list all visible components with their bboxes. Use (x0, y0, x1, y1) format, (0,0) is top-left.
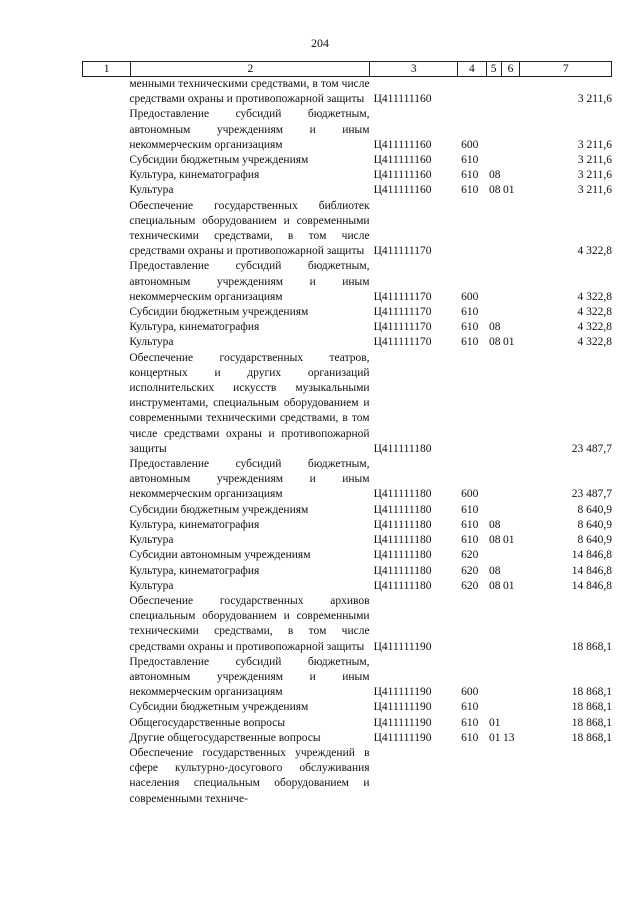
column-header-3: 3 (370, 62, 458, 77)
row-subsection (503, 259, 521, 305)
row-target-code: Ц411111160 (373, 154, 432, 167)
row-section: 01 (488, 731, 501, 744)
row-expense-type: 620 (461, 564, 479, 577)
row-subsection (503, 77, 521, 107)
row-expense-type: 610 (461, 534, 479, 547)
row-amount: 23 487,7 (571, 442, 612, 455)
column-header-5: 5 (486, 62, 501, 77)
row-name: Предоставление субсидий бюджетным, автономным учреждениям и иным некоммерческим организациям (129, 108, 370, 151)
row-name: Обеспечение государственных библиотек специальным оборудованием и современными техническими средствами, в том числе средствами охраны и противопожарной защиты (129, 199, 370, 258)
row-subsection (503, 564, 521, 579)
table-row (82, 700, 612, 715)
row-expense-type (461, 351, 489, 457)
table-row (82, 351, 612, 457)
row-section: 08 (488, 169, 501, 182)
table-row (82, 548, 612, 563)
row-section: 08 (488, 321, 501, 334)
row-section: 01 (488, 716, 501, 729)
row-subsection (503, 700, 521, 715)
table-row (82, 107, 612, 153)
row-name: Предоставление субсидий бюджетным, автономным учреждениям и иным некоммерческим организациям (129, 655, 370, 699)
row-subsection: 13 (502, 731, 515, 744)
row-expense-type: 610 (461, 518, 479, 531)
row-blank-cell (82, 533, 129, 548)
row-blank-cell (82, 594, 129, 655)
row-name: Обеспечение государственных учреждений в сфере культурно-досугового обслуживания населения специальным оборудованием и современными техниче- (129, 746, 370, 805)
table-row (82, 746, 612, 807)
row-expense-type (461, 199, 489, 260)
row-amount (521, 746, 612, 807)
row-expense-type: 610 (461, 731, 479, 744)
row-name: Культура (129, 534, 174, 547)
row-subsection (503, 199, 521, 260)
row-amount: 14 846,8 (571, 564, 612, 577)
table-row (82, 579, 612, 594)
table-row (82, 716, 612, 731)
page-number: 204 (311, 36, 329, 50)
row-section (489, 259, 503, 305)
row-name: Обеспечение государственных архивов специальным оборудованием и современными техническими средствами, в том числе средствами охраны и противопожарной защиты (129, 594, 370, 653)
row-name: Субсидии бюджетным учреждениям (129, 154, 309, 167)
row-amount: 4 322,8 (577, 306, 612, 319)
row-name: Предоставление субсидий бюджетным, автономным учреждениям и иным некоммерческим организациям (129, 458, 370, 501)
row-target-code: Ц411111180 (373, 534, 432, 547)
row-blank-cell (82, 168, 129, 183)
row-subsection (503, 518, 521, 533)
row-amount: 8 640,9 (577, 518, 612, 531)
row-amount: 8 640,9 (577, 503, 612, 516)
row-amount: 18 868,1 (571, 701, 612, 714)
row-blank-cell (82, 351, 129, 457)
row-subsection (503, 320, 521, 335)
row-amount: 4 322,8 (577, 321, 612, 334)
row-subsection (503, 168, 521, 183)
row-target-code: Ц411111190 (373, 716, 432, 729)
row-expense-type: 600 (461, 290, 479, 303)
row-name: Субсидии бюджетным учреждениям (129, 701, 309, 714)
row-blank-cell (82, 183, 129, 198)
row-amount: 14 846,8 (571, 549, 612, 562)
row-expense-type: 610 (461, 184, 479, 197)
row-subsection (503, 305, 521, 320)
column-header-7: 7 (520, 62, 612, 77)
row-blank-cell (82, 457, 129, 503)
row-name: Культура, кинематография (129, 518, 260, 531)
row-expense-type: 620 (461, 579, 479, 592)
row-section: 08 (488, 336, 501, 349)
row-expense-type (461, 594, 489, 655)
row-subsection (503, 746, 521, 807)
row-name: Культура, кинематография (129, 169, 260, 182)
table-row (82, 655, 612, 701)
table-row (82, 153, 612, 168)
row-blank-cell (82, 305, 129, 320)
row-amount: 23 487,7 (571, 488, 612, 501)
row-blank-cell (82, 564, 129, 579)
table-row (82, 564, 612, 579)
table-row (82, 320, 612, 335)
row-expense-type: 610 (461, 169, 479, 182)
row-amount: 18 868,1 (571, 686, 612, 699)
row-target-code: Ц411111180 (373, 488, 432, 501)
row-amount: 18 868,1 (571, 640, 612, 653)
row-expense-type: 610 (461, 716, 479, 729)
row-blank-cell (82, 746, 129, 807)
row-subsection (503, 503, 521, 518)
column-header-2: 2 (131, 62, 370, 77)
column-header-1: 1 (83, 62, 131, 77)
row-target-code (370, 746, 462, 807)
row-name: Субсидии бюджетным учреждениям (129, 306, 309, 319)
row-amount: 3 211,6 (577, 184, 612, 197)
row-target-code: Ц411111170 (373, 306, 432, 319)
row-blank-cell (82, 579, 129, 594)
row-expense-type: 610 (461, 701, 479, 714)
row-blank-cell (82, 655, 129, 701)
row-section (489, 700, 503, 715)
row-amount: 8 640,9 (577, 534, 612, 547)
row-name: Культура (129, 579, 174, 592)
row-blank-cell (82, 700, 129, 715)
row-expense-type (461, 746, 489, 807)
row-subsection (503, 457, 521, 503)
table-row (82, 77, 612, 107)
row-blank-cell (82, 153, 129, 168)
budget-table (82, 77, 612, 807)
row-section (489, 153, 503, 168)
table-row (82, 594, 612, 655)
row-target-code: Ц411111170 (373, 290, 432, 303)
row-subsection: 01 (502, 336, 515, 349)
row-expense-type: 620 (461, 549, 479, 562)
row-name: Культура (129, 184, 174, 197)
row-name: Культура, кинематография (129, 564, 260, 577)
row-name: Другие общегосударственные вопросы (129, 731, 321, 744)
row-amount: 4 322,8 (577, 245, 612, 258)
row-section: 08 (488, 564, 501, 577)
row-amount: 3 211,6 (577, 169, 612, 182)
row-expense-type: 600 (461, 138, 479, 151)
row-section: 08 (488, 518, 501, 531)
row-name: Общегосударственные вопросы (129, 716, 286, 729)
row-blank-cell (82, 716, 129, 731)
table-row (82, 183, 612, 198)
row-expense-type: 610 (461, 321, 479, 334)
row-amount: 18 868,1 (571, 716, 612, 729)
row-expense-type: 600 (461, 686, 479, 699)
row-blank-cell (82, 199, 129, 260)
row-subsection (503, 594, 521, 655)
row-amount: 3 211,6 (577, 93, 612, 106)
row-amount: 18 868,1 (571, 731, 612, 744)
row-target-code: Ц411111190 (373, 640, 432, 653)
row-name: Культура (129, 336, 174, 349)
row-blank-cell (82, 335, 129, 350)
table-row (82, 305, 612, 320)
row-section: 08 (488, 579, 501, 592)
row-expense-type: 610 (461, 306, 479, 319)
row-target-code: Ц411111190 (373, 701, 432, 714)
row-section (489, 457, 503, 503)
row-target-code: Ц411111190 (373, 686, 432, 699)
row-blank-cell (82, 548, 129, 563)
row-name: менными техническими средствами, в том числе средствами охраны и противопожарной защиты (129, 78, 370, 106)
row-amount: 14 846,8 (571, 579, 612, 592)
row-expense-type (461, 77, 489, 107)
row-target-code: Ц411111160 (373, 169, 432, 182)
row-section (489, 351, 503, 457)
row-name: Субсидии автономным учреждениям (129, 549, 311, 562)
row-expense-type: 610 (461, 503, 479, 516)
row-subsection (503, 655, 521, 701)
row-blank-cell (82, 320, 129, 335)
column-header-4: 4 (458, 62, 487, 77)
column-header-6: 6 (501, 62, 520, 77)
row-section: 08 (488, 534, 501, 547)
row-blank-cell (82, 107, 129, 153)
row-blank-cell (82, 77, 129, 107)
table-row (82, 259, 612, 305)
budget-table-body (82, 77, 612, 807)
row-subsection (503, 716, 521, 731)
row-section (489, 77, 503, 107)
row-target-code: Ц411111180 (373, 579, 432, 592)
row-amount: 3 211,6 (577, 154, 612, 167)
row-target-code: Ц411111160 (373, 138, 432, 151)
row-section (489, 594, 503, 655)
row-target-code: Ц411111170 (373, 245, 432, 258)
row-target-code: Ц411111190 (373, 731, 432, 744)
row-section (489, 199, 503, 260)
row-amount: 4 322,8 (577, 290, 612, 303)
row-section (489, 503, 503, 518)
table-row (82, 457, 612, 503)
row-subsection: 01 (502, 184, 515, 197)
row-subsection (503, 351, 521, 457)
row-section (489, 107, 503, 153)
row-target-code: Ц411111180 (373, 549, 432, 562)
row-subsection: 01 (502, 534, 515, 547)
row-subsection (503, 107, 521, 153)
row-name: Культура, кинематография (129, 321, 260, 334)
table-row (82, 199, 612, 260)
row-expense-type: 610 (461, 336, 479, 349)
row-section: 08 (488, 184, 501, 197)
table-row (82, 518, 612, 533)
row-blank-cell (82, 518, 129, 533)
table-row (82, 168, 612, 183)
column-header-row (82, 61, 612, 77)
row-section (489, 746, 503, 807)
row-expense-type: 600 (461, 488, 479, 501)
row-target-code: Ц411111160 (373, 184, 432, 197)
row-amount: 3 211,6 (577, 138, 612, 151)
row-subsection (503, 548, 521, 563)
row-target-code: Ц411111170 (373, 321, 432, 334)
row-target-code: Ц411111180 (373, 564, 432, 577)
row-target-code: Ц411111180 (373, 442, 432, 455)
table-row (82, 335, 612, 350)
row-target-code: Ц411111180 (373, 518, 432, 531)
row-target-code: Ц411111170 (373, 336, 432, 349)
row-name: Обеспечение государственных театров, концертных и других организаций исполнительских искусств музыкальными инструментами, специальным оборудованием и современными техническими средствами, в том числе средствами охраны и противопожарной защиты (129, 351, 370, 455)
row-section (489, 655, 503, 701)
table-row (82, 731, 612, 746)
row-blank-cell (82, 503, 129, 518)
row-section (489, 548, 503, 563)
row-blank-cell (82, 259, 129, 305)
row-name: Субсидии бюджетным учреждениям (129, 503, 309, 516)
row-amount: 4 322,8 (577, 336, 612, 349)
row-subsection (503, 153, 521, 168)
table-row (82, 533, 612, 548)
row-name: Предоставление субсидий бюджетным, автономным учреждениям и иным некоммерческим организациям (129, 260, 370, 303)
row-blank-cell (82, 731, 129, 746)
row-target-code: Ц411111160 (373, 93, 432, 106)
table-row (82, 503, 612, 518)
row-expense-type: 610 (461, 154, 479, 167)
row-target-code: Ц411111180 (373, 503, 432, 516)
row-subsection: 01 (502, 579, 515, 592)
row-section (489, 305, 503, 320)
